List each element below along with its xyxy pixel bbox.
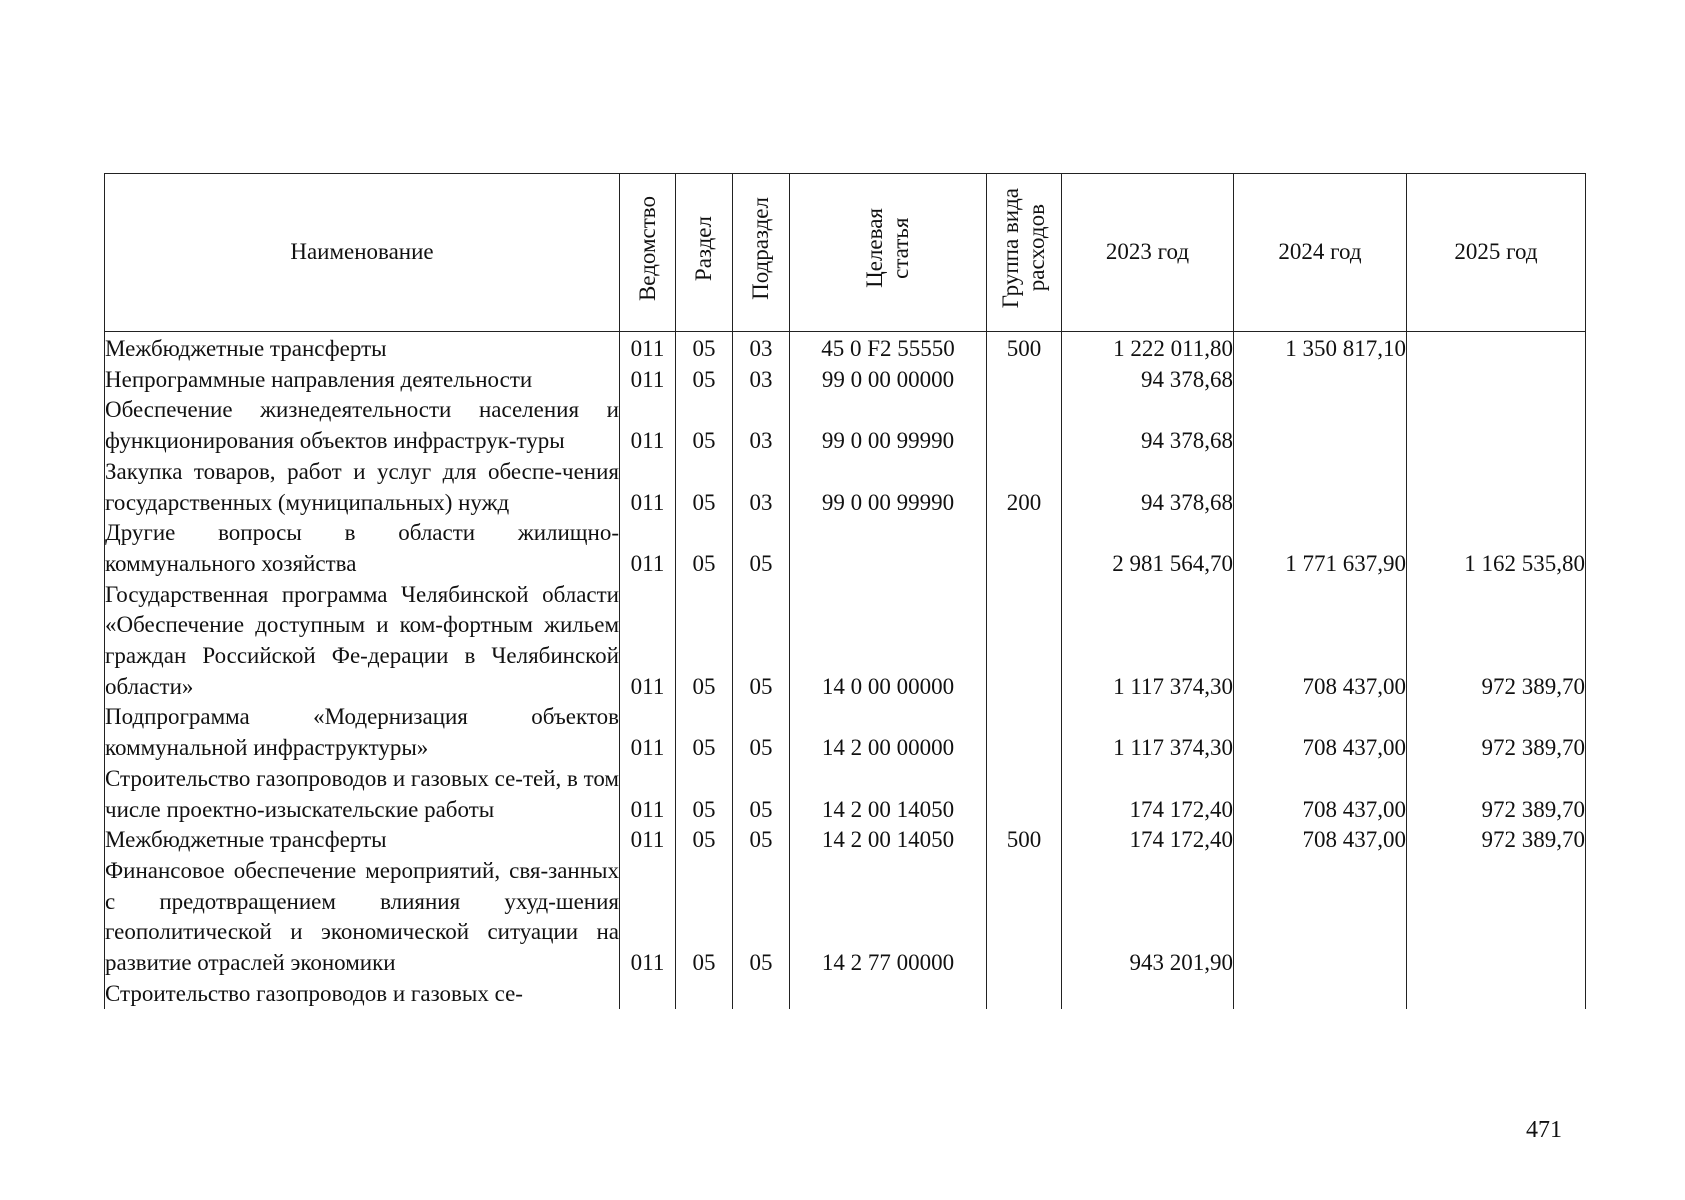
- cell-subsection: 05: [733, 518, 790, 579]
- cell-dept: 011: [620, 580, 676, 703]
- header-dept: [620, 174, 676, 332]
- page-number: 471: [1526, 1117, 1562, 1143]
- cell-name: Межбюджетные трансферты: [105, 332, 620, 365]
- cell-expense-group: [987, 580, 1062, 703]
- cell-2023: 1 117 374,30: [1062, 702, 1234, 763]
- header-expense-label: [998, 188, 1050, 308]
- cell-target: [790, 979, 987, 1010]
- cell-target: 14 2 77 00000: [790, 856, 987, 979]
- header-name: [105, 174, 620, 332]
- cell-name: Финансовое обеспечение мероприятий, свя-занных с предотвращением влияния ухуд-шения геополитической и экономической ситуации на развитие отраслей экономики: [105, 856, 620, 979]
- cell-subsection: 05: [733, 764, 790, 825]
- table-row: [105, 856, 1586, 979]
- header-section: [676, 174, 733, 332]
- table-body: [105, 332, 1586, 1010]
- cell-expense-group: 500: [987, 332, 1062, 365]
- cell-section: 05: [676, 365, 733, 396]
- cell-dept: 011: [620, 702, 676, 763]
- cell-2024: [1234, 365, 1407, 396]
- table-row: [105, 825, 1586, 856]
- header-expense-line1: Группа вида: [998, 188, 1023, 309]
- cell-subsection: 05: [733, 702, 790, 763]
- cell-2024: 708 437,00: [1234, 702, 1407, 763]
- cell-name: Непрограммные направления деятельности: [105, 365, 620, 396]
- cell-dept: 011: [620, 825, 676, 856]
- cell-target: [790, 518, 987, 579]
- cell-2024: [1234, 395, 1407, 456]
- cell-target: 14 2 00 00000: [790, 702, 987, 763]
- budget-table: [104, 173, 1586, 1009]
- cell-2023: 94 378,68: [1062, 457, 1234, 518]
- cell-dept: 011: [620, 395, 676, 456]
- table-row: [105, 365, 1586, 396]
- header-2023-label: 2023 год: [1105, 239, 1190, 265]
- cell-2023: 1 117 374,30: [1062, 580, 1234, 703]
- header-expense-line2: расходов: [1024, 204, 1049, 292]
- cell-name: Обеспечение жизнедеятельности населения и функционирования объектов инфраструк-туры: [105, 395, 620, 456]
- cell-name: Подпрограмма «Модернизация объектов коммунальной инфраструктуры»: [105, 702, 620, 763]
- table-row: [105, 979, 1586, 1010]
- cell-section: [676, 979, 733, 1010]
- cell-2023: 1 222 011,80: [1062, 332, 1234, 365]
- header-target-label: [862, 208, 914, 288]
- cell-expense-group: [987, 979, 1062, 1010]
- header-subsection-label: Подраздел: [748, 196, 773, 300]
- cell-2025: 972 389,70: [1407, 702, 1586, 763]
- cell-2023: 94 378,68: [1062, 365, 1234, 396]
- cell-subsection: 03: [733, 332, 790, 365]
- cell-2024: [1234, 856, 1407, 979]
- cell-section: 05: [676, 518, 733, 579]
- table-row: [105, 395, 1586, 456]
- cell-2023: 174 172,40: [1062, 764, 1234, 825]
- cell-2025: [1407, 979, 1586, 1010]
- cell-2025: [1407, 332, 1586, 365]
- cell-2024: 708 437,00: [1234, 825, 1407, 856]
- cell-name: Закупка товаров, работ и услуг для обеспе-чения государственных (муниципальных) нужд: [105, 457, 620, 518]
- table-row: [105, 702, 1586, 763]
- header-2023: [1062, 174, 1234, 332]
- cell-target: 14 2 00 14050: [790, 764, 987, 825]
- cell-section: 05: [676, 332, 733, 365]
- cell-2025: [1407, 856, 1586, 979]
- cell-2024: [1234, 457, 1407, 518]
- cell-dept: 011: [620, 365, 676, 396]
- cell-2025: 1 162 535,80: [1407, 518, 1586, 579]
- cell-2025: [1407, 365, 1586, 396]
- cell-2023: 2 981 564,70: [1062, 518, 1234, 579]
- cell-2023: 174 172,40: [1062, 825, 1234, 856]
- header-2025: [1407, 174, 1586, 332]
- cell-2024: 708 437,00: [1234, 580, 1407, 703]
- cell-target: 14 0 00 00000: [790, 580, 987, 703]
- cell-section: 05: [676, 580, 733, 703]
- cell-2023: [1062, 979, 1234, 1010]
- cell-2023: 943 201,90: [1062, 856, 1234, 979]
- cell-target: 14 2 00 14050: [790, 825, 987, 856]
- cell-target: 99 0 00 00000: [790, 365, 987, 396]
- cell-expense-group: [987, 702, 1062, 763]
- header-expense-group: [987, 174, 1062, 332]
- cell-subsection: 03: [733, 365, 790, 396]
- cell-dept: 011: [620, 457, 676, 518]
- cell-section: 05: [676, 856, 733, 979]
- cell-2025: 972 389,70: [1407, 580, 1586, 703]
- cell-name: Строительство газопроводов и газовых се-тей, в том числе проектно-изыскательские работы: [105, 764, 620, 825]
- table-row: [105, 457, 1586, 518]
- cell-2025: 972 389,70: [1407, 825, 1586, 856]
- cell-subsection: 05: [733, 580, 790, 703]
- cell-subsection: [733, 979, 790, 1010]
- cell-dept: 011: [620, 856, 676, 979]
- cell-expense-group: [987, 365, 1062, 396]
- cell-dept: 011: [620, 764, 676, 825]
- header-2024-label: 2024 год: [1278, 239, 1362, 265]
- cell-expense-group: [987, 395, 1062, 456]
- cell-dept: 011: [620, 332, 676, 365]
- cell-expense-group: [987, 856, 1062, 979]
- cell-dept: 011: [620, 518, 676, 579]
- cell-expense-group: 200: [987, 457, 1062, 518]
- cell-dept: [620, 979, 676, 1010]
- cell-target: 45 0 F2 55550: [790, 332, 987, 365]
- cell-section: 05: [676, 825, 733, 856]
- cell-name: Строительство газопроводов и газовых се-: [105, 979, 620, 1010]
- cell-target: 99 0 00 99990: [790, 457, 987, 518]
- cell-2025: [1407, 395, 1586, 456]
- cell-2025: 972 389,70: [1407, 764, 1586, 825]
- cell-subsection: 05: [733, 825, 790, 856]
- cell-2024: 1 771 637,90: [1234, 518, 1407, 579]
- cell-subsection: 05: [733, 856, 790, 979]
- table-header: [105, 174, 1586, 332]
- table-row: [105, 332, 1586, 365]
- cell-expense-group: [987, 518, 1062, 579]
- header-subsection: [733, 174, 790, 332]
- header-target: [790, 174, 987, 332]
- cell-2024: [1234, 979, 1407, 1010]
- cell-expense-group: [987, 764, 1062, 825]
- table-row: [105, 518, 1586, 579]
- cell-name: Государственная программа Челябинской области «Обеспечение доступным и ком-фортным жильем граждан Российской Фе-дерации в Челябинской области»: [105, 580, 620, 703]
- header-2024: [1234, 174, 1407, 332]
- cell-2025: [1407, 457, 1586, 518]
- cell-section: 05: [676, 702, 733, 763]
- header-dept-label: Ведомство: [634, 195, 660, 301]
- table-row: [105, 580, 1586, 703]
- cell-target: 99 0 00 99990: [790, 395, 987, 456]
- cell-name: Межбюджетные трансферты: [105, 825, 620, 856]
- header-name-label: Наименование: [290, 239, 434, 265]
- header-target-line1: Целевая: [862, 208, 887, 289]
- header-section-label: Раздел: [691, 215, 716, 281]
- header-target-line2: статья: [888, 217, 913, 279]
- cell-expense-group: 500: [987, 825, 1062, 856]
- table-row: [105, 764, 1586, 825]
- cell-subsection: 03: [733, 395, 790, 456]
- header-2025-label: 2025 год: [1454, 239, 1538, 265]
- cell-2024: 708 437,00: [1234, 764, 1407, 825]
- cell-subsection: 03: [733, 457, 790, 518]
- cell-section: 05: [676, 764, 733, 825]
- cell-2023: 94 378,68: [1062, 395, 1234, 456]
- cell-section: 05: [676, 457, 733, 518]
- cell-2024: 1 350 817,10: [1234, 332, 1407, 365]
- cell-name: Другие вопросы в области жилищно-коммунального хозяйства: [105, 518, 620, 579]
- cell-section: 05: [676, 395, 733, 456]
